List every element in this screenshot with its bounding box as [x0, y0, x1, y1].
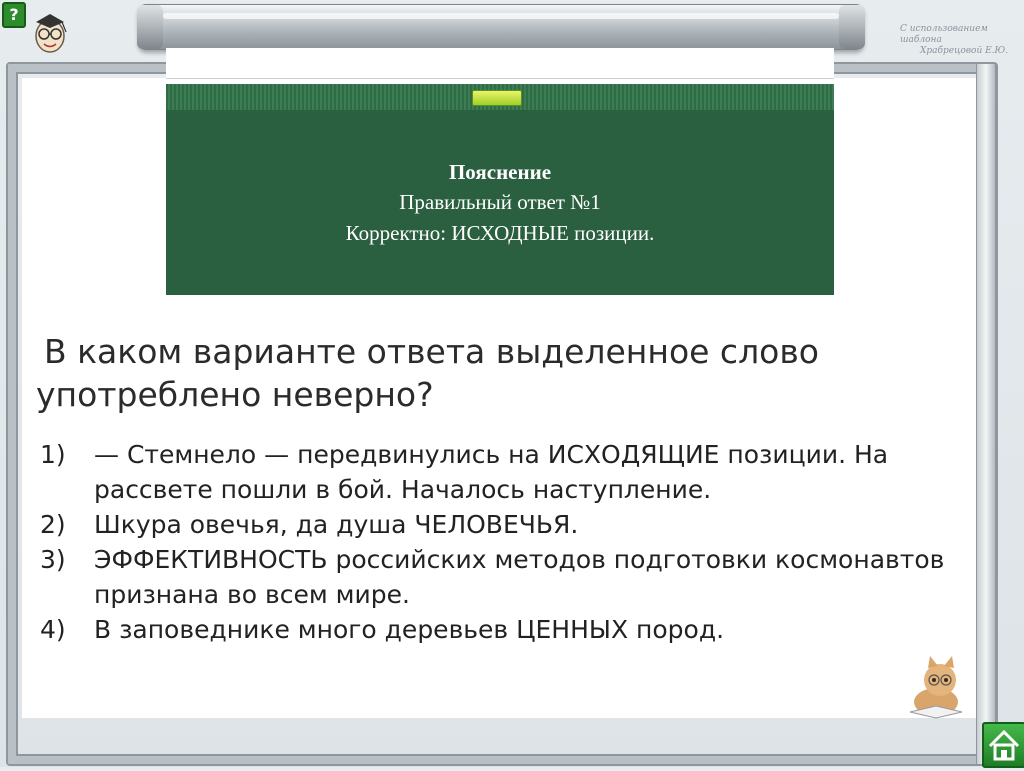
option-text-line-1: В заповеднике много деревьев ЦЕННЫХ пород.: [94, 615, 725, 644]
professor-mascot-icon: [28, 8, 72, 62]
question-text: [36, 330, 896, 416]
question-line-2: употреблено неверно?: [36, 375, 434, 414]
answer-option-2[interactable]: [40, 507, 960, 542]
answer-option-1[interactable]: [40, 437, 960, 507]
option-number: 4): [40, 615, 66, 644]
option-number: 1): [40, 440, 66, 469]
author-signature: [900, 24, 1010, 56]
answer-options: [40, 437, 960, 647]
help-button[interactable]: [2, 2, 26, 28]
signature-line-1: С использованием шаблона: [900, 24, 988, 45]
answer-option-4[interactable]: [40, 612, 960, 647]
option-text-line-2: рассвете пошли в бой. Началось наступление.: [94, 475, 712, 504]
sheet-pull-handle[interactable]: [472, 90, 522, 106]
option-text-line-1: ЭФФЕКТИВНОСТЬ российских методов подготовки космонавтов: [94, 545, 945, 574]
board-right-rail: [976, 64, 996, 764]
explanation-panel: [166, 110, 834, 295]
option-text-line-1: Шкура овечья, да душа ЧЕЛОВЕЧЬЯ.: [94, 510, 579, 539]
roller-end-right: [839, 5, 865, 49]
home-icon: [984, 724, 1024, 766]
question-mark-icon: ?: [9, 5, 19, 24]
screen-roller-bar: [138, 4, 864, 50]
explanation-correct-form: Корректно: ИСХОДНЫЕ позиции.: [345, 221, 655, 245]
option-text-line-1: — Стемнело — передвинулись на ИСХОДЯЩИЕ позиции. На: [94, 440, 889, 469]
kitten-reading-icon: [900, 654, 972, 722]
explanation-title: Пояснение: [448, 160, 552, 184]
question-line-1: В каком варианте ответа выделенное слово: [44, 332, 819, 371]
home-button[interactable]: [982, 722, 1024, 768]
option-number: 3): [40, 545, 66, 574]
roller-end-left: [137, 5, 163, 49]
option-text-line-2: признана во всем мире.: [94, 580, 410, 609]
signature-line-2: Храбрецовой Е.Ю.: [920, 46, 1009, 56]
answer-option-3[interactable]: [40, 542, 960, 612]
explanation-correct-answer: Правильный ответ №1: [399, 190, 601, 214]
option-number: 2): [40, 510, 66, 539]
sheet-top-strip: [166, 48, 834, 79]
